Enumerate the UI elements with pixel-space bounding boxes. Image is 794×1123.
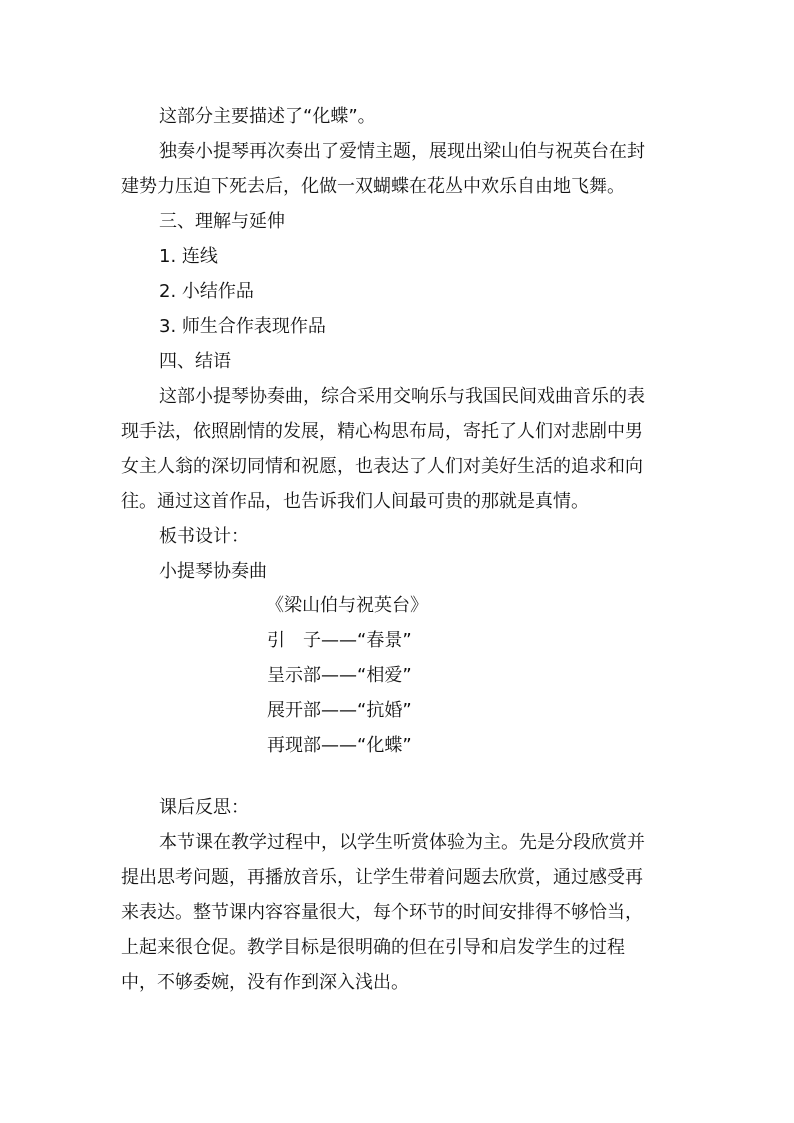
board-piece-title: 《梁山伯与祝英台》 [266,595,428,616]
reflection-line-2: 提出思考问题，再播放音乐，让学生带着问题去欣赏，通过感受再 [121,867,643,888]
list-item-3: 3. 师生合作表现作品 [159,316,326,337]
reflection-line-4: 上起来很仓促。教学目标是很明确的但在引导和启发学生的过程 [121,937,625,958]
text-line-2: 独奏小提琴再次奏出了爱情主题，展现出梁山伯与祝英台在封 [159,141,645,162]
text-line-9: 这部小提琴协奏曲，综合采用交响乐与我国民间戏曲音乐的表 [159,386,645,407]
reflection-line-3: 来表达。整节课内容容量很大，每个环节的时间安排得不够恰当， [121,902,643,923]
section-heading-understanding: 三、理解与延伸 [159,211,285,232]
text-line-11: 女主人翁的深切同情和祝愿，也表达了人们对美好生活的追求和向 [121,456,643,477]
text-line-3: 建势力压迫下死去后，化做一双蝴蝶在花丛中欢乐自由地飞舞。 [121,176,625,197]
board-section-recapitulation: 再现部——“化蝶” [267,735,412,756]
list-item-2: 2. 小结作品 [159,281,254,302]
board-section-intro: 引 子——“春景” [267,630,412,651]
reflection-line-5: 中，不够委婉，没有作到深入浅出。 [121,972,409,993]
text-line-12: 往。通过这首作品，也告诉我们人间最可贵的那就是真情。 [121,491,589,512]
board-section-development: 展开部——“抗婚” [267,700,412,721]
text-line-10: 现手法，依照剧情的发展，精心构思布局，寄托了人们对悲剧中男 [121,421,643,442]
board-section-exposition: 呈示部——“相爱” [267,665,412,686]
board-design-heading: 板书设计： [159,526,249,547]
section-heading-conclusion: 四、结语 [159,351,231,372]
board-design-title: 小提琴协奏曲 [159,561,267,582]
reflection-line-1: 本节课在教学过程中，以学生听赏体验为主。先是分段欣赏并 [159,832,645,853]
text-line-1: 这部分主要描述了“化蝶”。 [159,106,376,127]
reflection-heading: 课后反思： [159,797,249,818]
list-item-1: 1. 连线 [159,246,218,267]
